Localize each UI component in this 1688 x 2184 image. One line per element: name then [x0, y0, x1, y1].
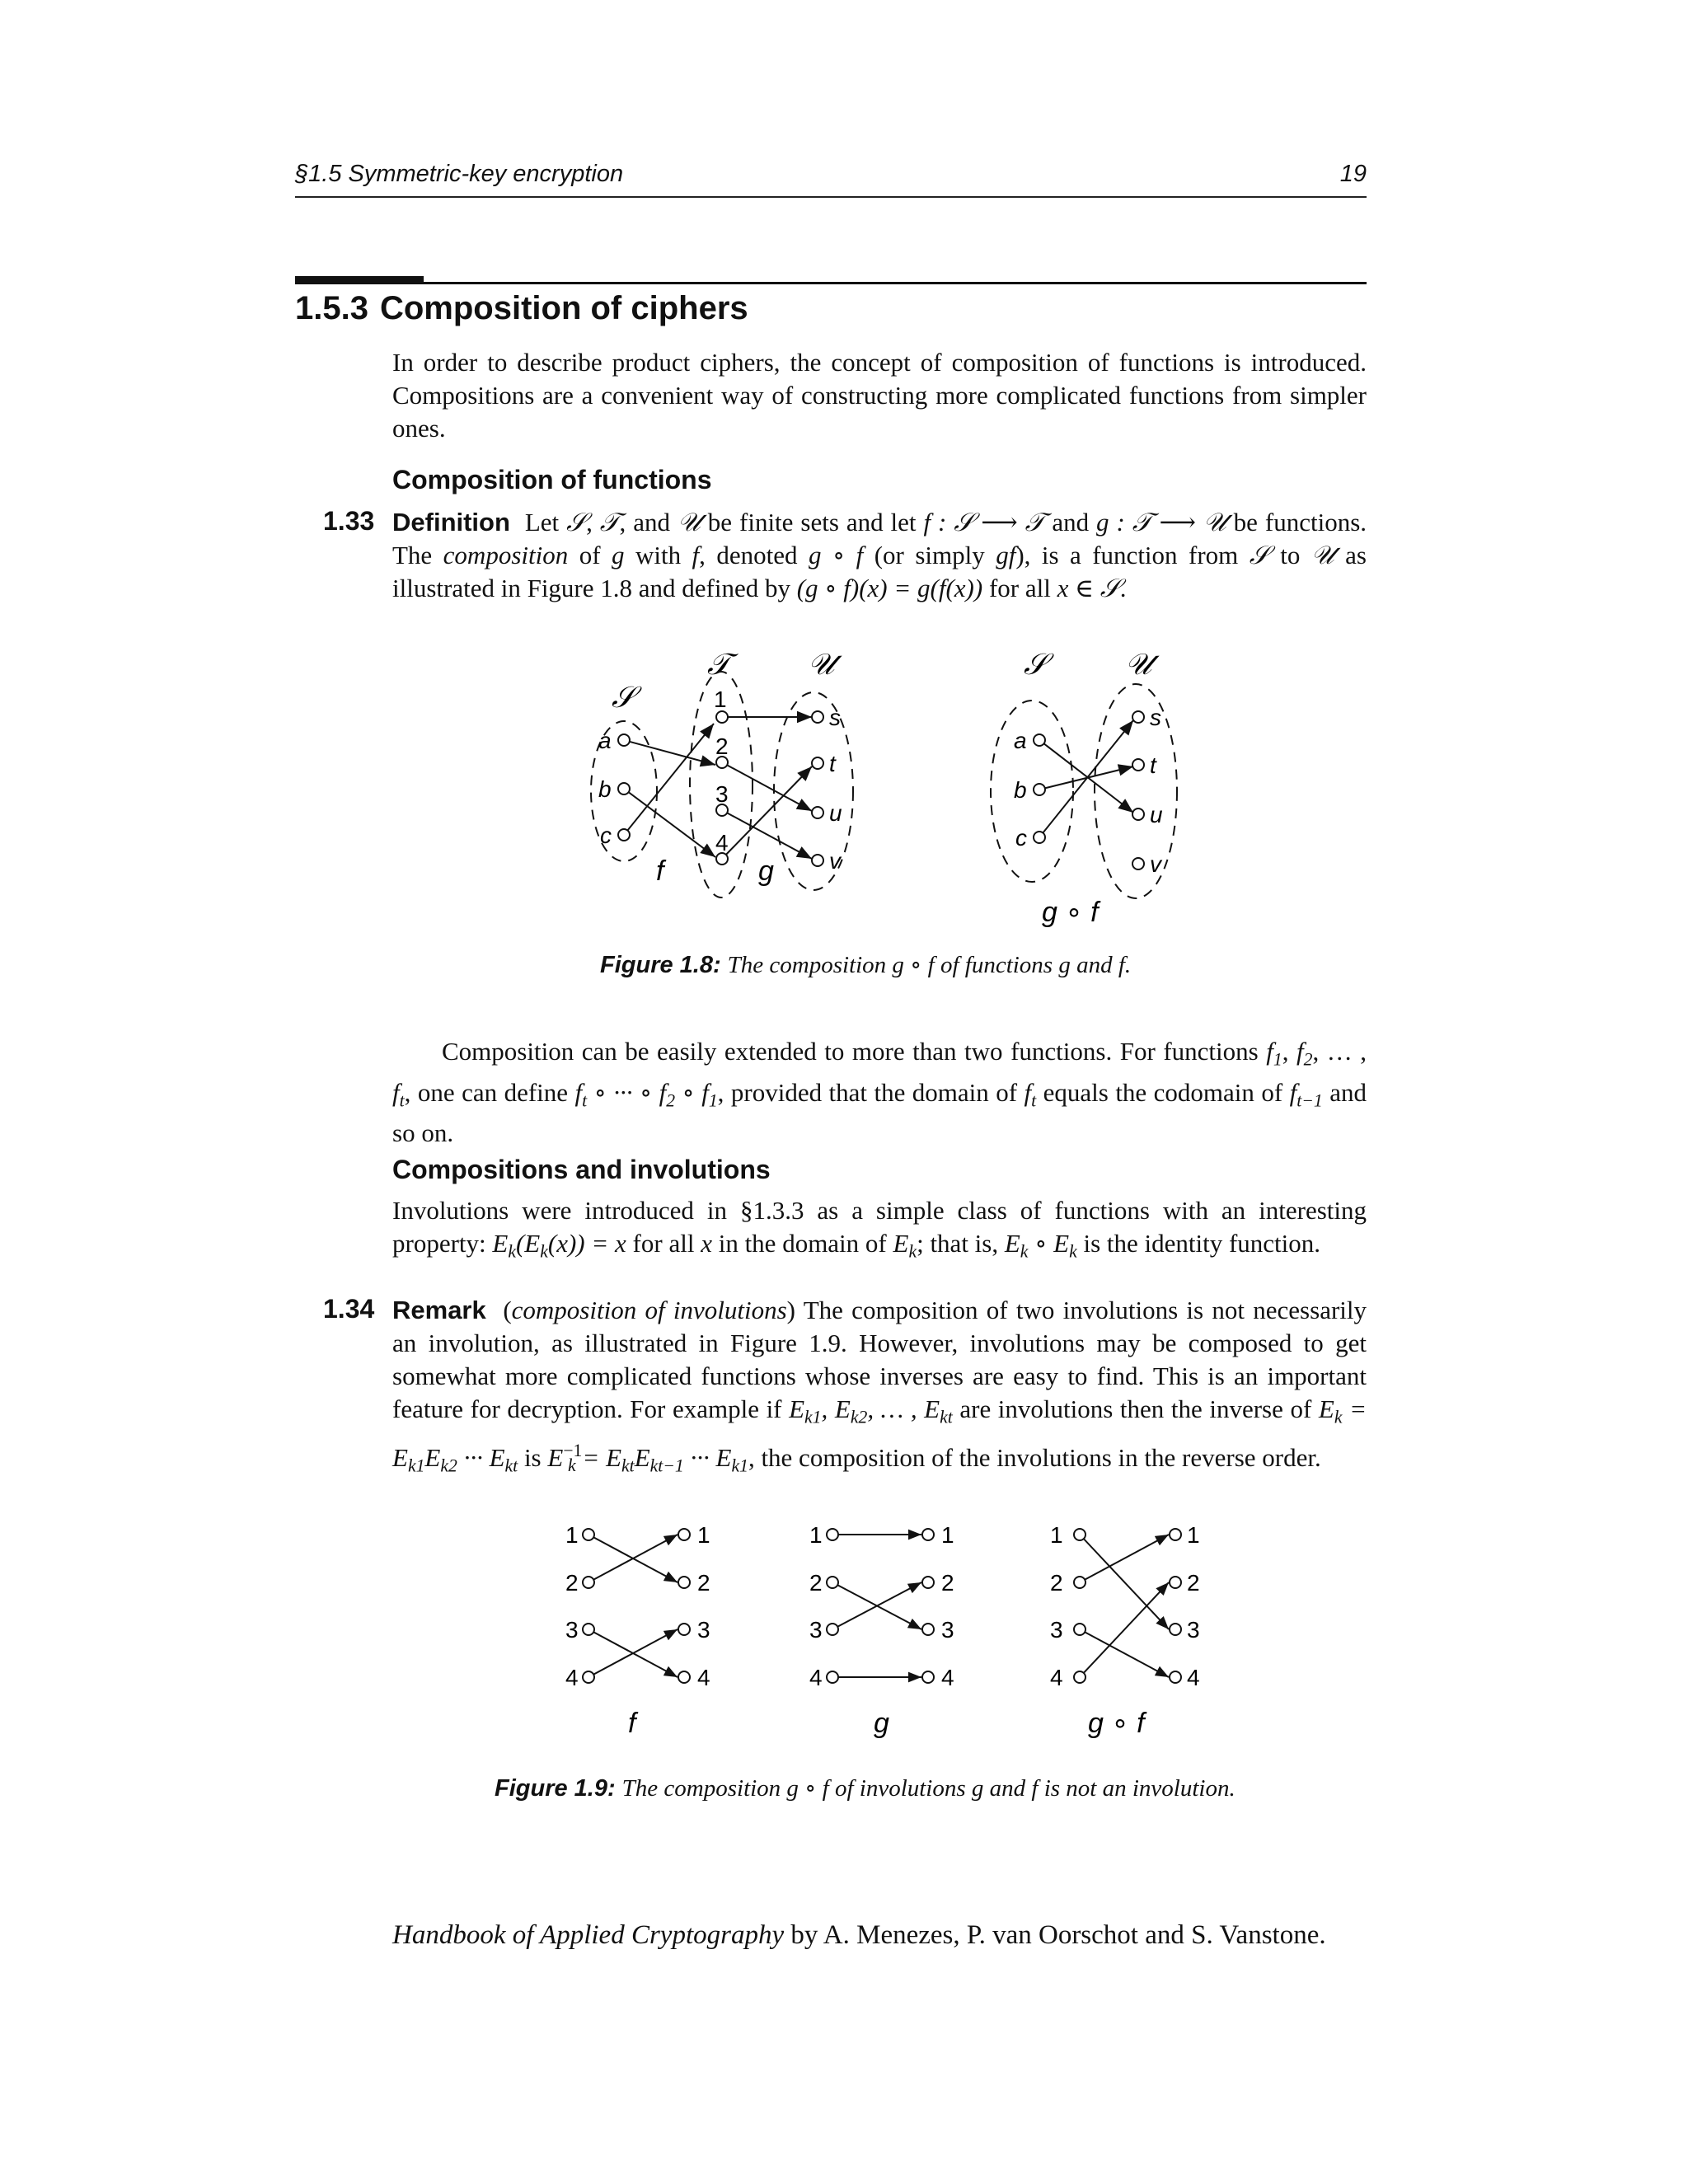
- fig18-right-node-s: [1132, 711, 1144, 723]
- fig18-node-v: [812, 855, 823, 866]
- fig18-right-set-s-label: 𝒮: [1024, 647, 1047, 681]
- rem-inv-sub: k: [568, 1455, 576, 1475]
- fig18-node-a: [618, 734, 630, 746]
- def-g: g: [612, 541, 625, 569]
- remark-text: Remark (composition of involutions) The composition of two involutions is not necessarily an involution, as illustrated in Figure 1.9. However, involutions may be composed to get somewhat more complicated functions whose inverses are easy to find. This is an important feature for decryption. For example if $E_{k1}$, $E_{k2}$, … , $E_{kt}$ are involutions then the inverse of $E_k = E_{k1}E_{k2}$ ··· $E_{kt}$ is $E^{-1}_k = E_{kt}E_{kt-1}$ ··· $E_{k1}$, the composition of the involutions in the reverse order.: [392, 1296, 1367, 1475]
- fig19-g-right-node-3: [922, 1624, 934, 1635]
- def-text-10: as illustrated in Figure 1.8 and defined by: [392, 541, 1367, 602]
- footer-authors: by A. Menezes, P. van Oorschot and S. Vanstone.: [784, 1920, 1326, 1950]
- inv-comp-e2: ∘ E: [1028, 1229, 1070, 1258]
- section-heading: [295, 290, 748, 327]
- remark-text-3: , the composition of the involutions in the reverse order.: [748, 1442, 1321, 1472]
- intro-paragraph: [392, 346, 1367, 445]
- rem-k2: k2: [850, 1407, 868, 1427]
- fig18-right-node-c: [1034, 832, 1045, 843]
- rem-k2b: k2: [440, 1455, 457, 1475]
- fig18-node-1: [716, 711, 728, 723]
- rem-ek2b: E: [424, 1442, 441, 1472]
- rem-ekt1: E: [634, 1442, 650, 1472]
- def-comma-1: ,: [586, 508, 600, 537]
- ext-cod-f: f: [1289, 1077, 1297, 1107]
- rem-ek1: E: [789, 1394, 805, 1423]
- fig18-arrow-4-to-t: [722, 766, 812, 859]
- fig19-f-right-node-2: [678, 1577, 690, 1588]
- rem-ktb: kt: [504, 1455, 518, 1475]
- ext-text-2: , … ,: [1312, 1037, 1367, 1066]
- rem-k1b: k1: [407, 1455, 425, 1475]
- def-formula: (g ∘ f)(x) = g(f(x)): [796, 574, 983, 602]
- section-number: 1.5.3: [295, 290, 368, 326]
- fig19-gof-arrow-4-2: [1080, 1582, 1169, 1677]
- fig18-right-label-a: a: [1014, 728, 1027, 753]
- fig18-right-set-u-label: 𝒰: [1125, 647, 1152, 681]
- fig19-gof-right-label-1: 1: [1187, 1522, 1200, 1548]
- remark-paren: composition of involutions: [511, 1296, 787, 1324]
- fig19-f-right-label-3: 3: [697, 1617, 710, 1643]
- fig19-gof-left-node-3: [1074, 1624, 1085, 1635]
- ext-text-3: , one can define: [404, 1077, 575, 1107]
- rem-k: k: [1334, 1407, 1343, 1427]
- rem-dots: ··· E: [457, 1442, 505, 1472]
- def-gof: g ∘ f: [809, 541, 864, 569]
- rem-ktc: kt: [621, 1455, 635, 1475]
- subheading-compositions-and-involutions: Compositions and involutions: [392, 1155, 771, 1184]
- fig18-label-1: 1: [714, 687, 727, 712]
- running-head-section: §1.5 Symmetric-key encryption: [295, 161, 624, 187]
- fig19-gof-arrow-3-4: [1080, 1629, 1169, 1677]
- fig18-label-s: s: [829, 705, 841, 730]
- fig19-gof-left-label-4: 4: [1050, 1665, 1063, 1690]
- ext-expr-mid: ∘ ··· ∘ f: [587, 1077, 667, 1107]
- set-t: 𝒯: [599, 508, 620, 537]
- fig18-set-t-label: 𝒯: [707, 647, 730, 681]
- fig18-right-label-u: u: [1150, 802, 1163, 827]
- rem-k1c: k1: [731, 1455, 748, 1475]
- fig19-gof-left-label-3: 3: [1050, 1617, 1063, 1643]
- inv-x: x: [701, 1229, 712, 1258]
- fig19-g-left-label-3: 3: [809, 1617, 823, 1643]
- fig19-gof-right-label-2: 2: [1187, 1570, 1200, 1596]
- fig18-arrow-3-to-v: [722, 810, 812, 859]
- set-s: 𝒮: [566, 508, 587, 537]
- def-term: composition: [443, 541, 569, 569]
- footer-book-title: Handbook of Applied Cryptography: [392, 1920, 785, 1950]
- fig18-label-3: 3: [715, 781, 729, 807]
- fig19-gof-arrow-2-1: [1080, 1535, 1169, 1582]
- fig18-right-arrow-a-to-u: [1039, 740, 1133, 813]
- g-mapping: g : 𝒯 ⟶ 𝒰: [1096, 508, 1226, 537]
- subheading-composition-of-functions: Composition of functions: [392, 465, 712, 494]
- ext-f2: f: [1296, 1037, 1304, 1066]
- fig19-g-left-node-3: [827, 1624, 838, 1635]
- fig18-node-c: [618, 829, 630, 841]
- composition-extension-paragraph: [392, 1035, 1367, 1150]
- fig19-g-label: g: [874, 1708, 889, 1739]
- rem-inv-sup: −1: [563, 1440, 583, 1460]
- ext-text-6: and so on.: [392, 1077, 1367, 1147]
- fig19-gof-right-node-4: [1170, 1671, 1181, 1683]
- fig19-g-left-node-4: [827, 1671, 838, 1683]
- fig19-g-left-node-1: [827, 1529, 838, 1540]
- ext-cod-sub: t−1: [1296, 1090, 1323, 1110]
- fig18-node-b: [618, 783, 630, 794]
- fig19-diagram-gof: [1050, 1522, 1200, 1739]
- inv-e-k: k: [908, 1241, 917, 1262]
- rem-einv: E: [547, 1442, 564, 1472]
- set-u: 𝒰: [677, 508, 701, 537]
- fig18-label-b: b: [598, 776, 612, 802]
- rem-ek: E: [1318, 1394, 1334, 1423]
- def-text-8: ), is a function from: [1015, 541, 1250, 569]
- rem-mid1: , E: [821, 1394, 851, 1423]
- ext-expr-mid2: ∘ f: [675, 1077, 709, 1107]
- def-and: and: [1044, 508, 1097, 537]
- ext-f1-sub: 1: [1273, 1049, 1282, 1070]
- def-text-1: Let: [524, 508, 567, 537]
- fig18-label-v: v: [829, 848, 841, 874]
- involutions-paragraph: [392, 1194, 1367, 1268]
- figure-1-8-caption-text: The composition g ∘ f of functions g and f.: [727, 952, 1132, 978]
- fig18-g-label: g: [758, 855, 774, 887]
- fig18-label-u: u: [829, 800, 842, 826]
- inv-eq-rest: (x)) = x: [547, 1229, 626, 1258]
- page-number: 19: [1339, 161, 1367, 187]
- fig18-right-node-b: [1034, 784, 1045, 795]
- ext-text-4: , provided that the domain of: [717, 1077, 1025, 1107]
- running-head: [295, 161, 1367, 194]
- rem-k1: k1: [804, 1407, 822, 1427]
- intro-text: In order to describe product ciphers, the concept of composition of functions is introduced. Compositions are a convenient way of constructing more complicated functions from simpler ones.: [392, 348, 1367, 443]
- remark-text-1: The composition of two involutions is not necessarily an involution, as illustrated in Figure 1.9. However, involutions may be composed to get somewhat more complicated functions whose inverses are easy to find. This is an important feature for decryption. For example if: [392, 1296, 1367, 1423]
- inv-text-3: in the domain of: [711, 1229, 893, 1258]
- fig19-gof-arrow-1-3: [1080, 1535, 1169, 1629]
- figure-1-9-caption-label: Figure 1.9:: [495, 1775, 616, 1802]
- fig19-g-right-label-1: 1: [941, 1522, 954, 1548]
- fig18-right-label-t: t: [1150, 752, 1156, 778]
- def-gf: gf: [996, 541, 1016, 569]
- fig18-set-s-label: 𝒮: [612, 680, 635, 714]
- fig18-label-c: c: [600, 823, 612, 848]
- fig19-f-left-node-3: [583, 1624, 594, 1635]
- fig19-f-left-label-3: 3: [565, 1617, 579, 1643]
- f-mapping: f : 𝒮 ⟶ 𝒯: [923, 508, 1045, 537]
- fig18-arrow-c-to-1: [624, 724, 714, 835]
- rem-eq2: = E: [575, 1442, 622, 1472]
- fig19-g-right-label-3: 3: [941, 1617, 954, 1643]
- figure-1-9-caption-text: The composition g ∘ f of involutions g and f is not an involution.: [621, 1775, 1236, 1802]
- inv-text-1: Involutions were introduced in §1.3.3 as a simple class of functions with an interesting property:: [392, 1196, 1367, 1258]
- def-text-6: , denoted: [699, 541, 809, 569]
- fig18-right-node-a: [1034, 734, 1045, 746]
- figure-1-8-right: [991, 647, 1177, 928]
- ext-ft-sub: t: [399, 1090, 405, 1110]
- fig19-g-right-label-4: 4: [941, 1665, 954, 1690]
- figure-1-9-caption: [495, 1774, 1236, 1802]
- inv-text-5: is the identity function.: [1076, 1229, 1321, 1258]
- composition-extension-text: [392, 1035, 1367, 1150]
- fig19-gof-left-label-2: 2: [1050, 1570, 1063, 1596]
- fig18-right-node-u: [1132, 808, 1144, 820]
- fig19-g-left-label-2: 2: [809, 1570, 823, 1596]
- definition-number: 1.33: [323, 506, 375, 536]
- fig19-f-left-label-2: 2: [565, 1570, 579, 1596]
- fig19-gof-right-node-3: [1170, 1624, 1181, 1635]
- fig19-gof-right-label-4: 4: [1187, 1665, 1200, 1690]
- fig19-f-right-label-2: 2: [697, 1570, 710, 1596]
- rem-eqs: = E: [392, 1394, 1367, 1472]
- fig19-diagram-g: [809, 1522, 954, 1739]
- fig18-right-set-s-ellipse: [991, 701, 1073, 882]
- fig18-right-arrow-c-to-s: [1039, 720, 1133, 837]
- ext-f2-sub: 2: [1303, 1049, 1313, 1070]
- fig19-f-left-node-4: [583, 1671, 594, 1683]
- rem-dots2: ··· E: [683, 1442, 732, 1472]
- page-footer: [392, 1920, 1326, 1951]
- fig18-node-t: [812, 757, 823, 769]
- ext-expr-t: t: [582, 1090, 588, 1110]
- fig19-gof-left-node-2: [1074, 1577, 1085, 1588]
- figure-1-8: [560, 635, 1220, 948]
- set-s-2: 𝒮: [1249, 541, 1269, 570]
- fig19-g-left-label-4: 4: [809, 1665, 823, 1690]
- fig18-arrow-b-to-4: [624, 789, 715, 857]
- fig19-f-right-node-3: [678, 1624, 690, 1635]
- ext-ft: f: [392, 1077, 400, 1107]
- fig18-right-label-b: b: [1014, 777, 1027, 803]
- header-rule: [295, 196, 1367, 198]
- fig18-f-label: f: [656, 855, 664, 887]
- ext-comma: ,: [1282, 1037, 1296, 1066]
- fig18-label-a: a: [598, 728, 612, 753]
- inv-eq-e: E: [492, 1229, 509, 1258]
- fig18-arrow-a-to-2: [624, 740, 715, 765]
- ext-f1: f: [1266, 1037, 1273, 1066]
- rem-kt1: kt−1: [649, 1455, 684, 1475]
- fig19-g-right-node-1: [922, 1529, 934, 1540]
- fig18-label-4: 4: [715, 830, 729, 855]
- remark-1-34: [392, 1294, 1367, 1482]
- fig19-gof-right-node-2: [1170, 1577, 1181, 1588]
- fig18-right-gof-label: g ∘ f: [1042, 897, 1099, 928]
- definition-text: [392, 506, 1367, 605]
- def-comma-2: , and: [619, 508, 678, 537]
- inv-comp-k2: k: [1069, 1241, 1077, 1262]
- def-text-9: to: [1268, 541, 1311, 569]
- fig18-right-label-s: s: [1150, 705, 1161, 730]
- figure-1-8-caption-label: Figure 1.8:: [600, 952, 721, 978]
- fig19-f-label: f: [628, 1708, 636, 1739]
- remark-number: 1.34: [323, 1294, 375, 1324]
- figure-1-8-left: [591, 647, 853, 898]
- inv-text-4: ; that is,: [917, 1229, 1005, 1258]
- def-f: f: [692, 541, 700, 569]
- fig18-node-s: [812, 711, 823, 723]
- fig19-f-left-node-1: [583, 1529, 594, 1540]
- fig19-gof-left-node-1: [1074, 1529, 1085, 1540]
- fig19-gof-left-label-1: 1: [1050, 1522, 1063, 1548]
- fig18-set-u-label: 𝒰: [808, 647, 835, 681]
- fig18-label-2: 2: [715, 733, 729, 759]
- def-text-11: for all: [982, 574, 1057, 602]
- fig19-gof-label: g ∘ f: [1088, 1708, 1145, 1739]
- inv-comp-k: k: [1020, 1241, 1029, 1262]
- inv-eq-k2: k: [540, 1241, 548, 1262]
- fig19-f-right-node-4: [678, 1671, 690, 1683]
- def-end: .: [1119, 574, 1127, 602]
- fig18-right-node-v: [1132, 858, 1144, 869]
- figure-1-9: [552, 1516, 1236, 1764]
- fig19-f-right-label-1: 1: [697, 1522, 710, 1548]
- def-text-5: with: [624, 541, 692, 569]
- definition-1-33: [392, 506, 1367, 605]
- section-title: Composition of ciphers: [379, 290, 748, 326]
- fig19-f-right-node-1: [678, 1529, 690, 1540]
- inv-eq-k: k: [508, 1241, 516, 1262]
- def-text-7: (or simply: [863, 541, 996, 569]
- def-text-2: be finite sets and let: [700, 508, 924, 537]
- fig19-diagram-f: [565, 1522, 710, 1739]
- involutions-text: [392, 1194, 1367, 1268]
- fig19-f-left-label-1: 1: [565, 1522, 579, 1548]
- fig18-arrow-2-to-u: [722, 762, 812, 811]
- inv-comp-e: E: [1004, 1229, 1020, 1258]
- fig19-f-left-label-4: 4: [565, 1665, 579, 1690]
- fig19-g-left-label-1: 1: [809, 1522, 823, 1548]
- inv-text-2: for all: [626, 1229, 701, 1258]
- fig19-g-left-node-2: [827, 1577, 838, 1588]
- fig18-right-label-c: c: [1015, 825, 1027, 851]
- fig19-g-right-label-2: 2: [941, 1570, 954, 1596]
- rem-mid2: , … , E: [867, 1394, 940, 1423]
- def-x-in-s: x ∈ 𝒮: [1057, 574, 1120, 602]
- fig19-g-right-node-4: [922, 1671, 934, 1683]
- inv-eq-e2: (E: [515, 1229, 541, 1258]
- fig19-gof-right-node-1: [1170, 1529, 1181, 1540]
- fig19-f-left-node-2: [583, 1577, 594, 1588]
- ext-dom-f: f: [1024, 1077, 1032, 1107]
- set-u-2: 𝒰: [1311, 541, 1334, 570]
- ext-dom-t: t: [1031, 1090, 1037, 1110]
- definition-label: Definition: [392, 508, 510, 537]
- inv-e: E: [893, 1229, 909, 1258]
- fig18-right-label-v: v: [1150, 851, 1161, 877]
- ext-text-1: Composition can be easily extended to more than two functions. For functions: [442, 1037, 1267, 1066]
- ext-expr-f: f: [574, 1077, 583, 1107]
- rem-kt: kt: [940, 1407, 953, 1427]
- fig19-g-right-node-2: [922, 1577, 934, 1588]
- def-text-4: of: [568, 541, 612, 569]
- rem-is: is: [518, 1442, 548, 1472]
- remark-text-2: are involutions then the inverse of: [952, 1394, 1319, 1423]
- figure-1-8-caption: [600, 950, 1131, 979]
- ext-expr-1: 1: [708, 1090, 718, 1110]
- section-rule: [295, 282, 1367, 284]
- def-text-3: be functions. The: [392, 508, 1367, 569]
- fig18-right-node-t: [1132, 759, 1144, 771]
- fig18-label-t: t: [829, 751, 836, 776]
- fig18-node-u: [812, 807, 823, 818]
- fig19-gof-right-label-3: 3: [1187, 1617, 1200, 1643]
- ext-text-5: equals the codomain of: [1036, 1077, 1290, 1107]
- ext-expr-2: 2: [666, 1090, 676, 1110]
- remark-label: Remark: [392, 1296, 486, 1324]
- fig19-gof-left-node-4: [1074, 1671, 1085, 1683]
- fig19-f-right-label-4: 4: [697, 1665, 710, 1690]
